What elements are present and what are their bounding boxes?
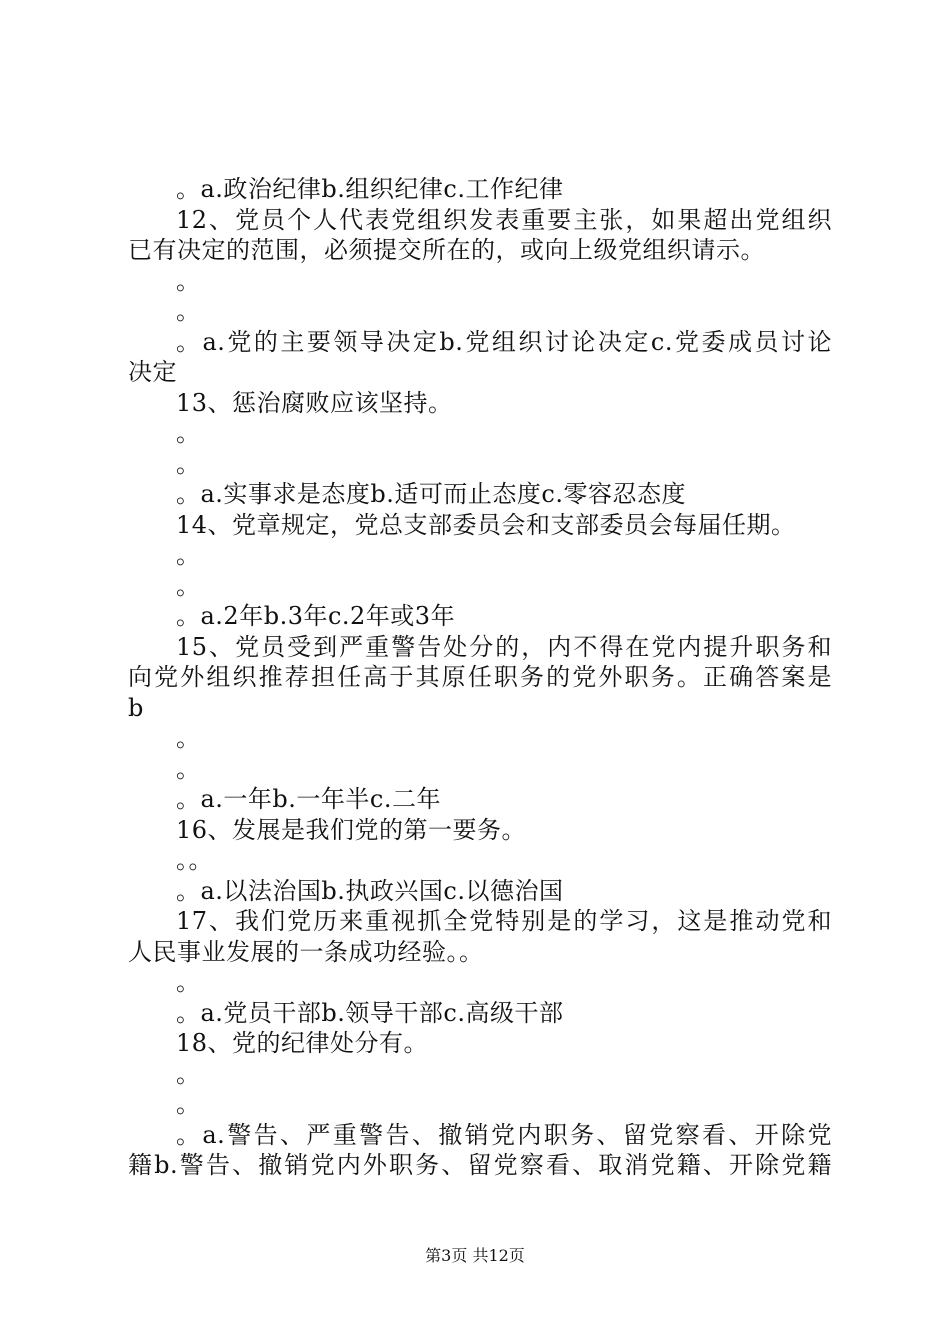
text-line: 15、党员受到严重警告处分的，内不得在党内提升职务和 <box>176 632 832 661</box>
text-line: 13、惩治腐败应该坚持。 <box>176 388 453 417</box>
text-line: 。 <box>176 266 201 295</box>
text-line: 。 <box>176 449 201 478</box>
text-line: 。a.政治纪律b.组织纪律c.工作纪律 <box>176 175 564 203</box>
text-line: 。 <box>176 1090 201 1118</box>
text-line: 。 <box>176 724 201 752</box>
text-line: 。a.党的主要领导决定b.党组织讨论决定c.党委成员讨论 <box>176 327 832 356</box>
text-line: 。 <box>176 297 201 325</box>
page-footer: 第3页 共12页 <box>425 1246 525 1265</box>
text-line: 。 <box>176 571 201 600</box>
text-line: 14、党章规定，党总支部委员会和支部委员会每届任期。 <box>176 510 796 539</box>
text-line: 。。 <box>176 846 213 874</box>
text-line: 。 <box>176 419 201 447</box>
text-line: 人民事业发展的一条成功经验。。 <box>128 937 484 966</box>
text-line: 。 <box>176 1059 201 1088</box>
text-line: 。a.警告、严重警告、撤销党内职务、留党察看、开除党 <box>176 1120 832 1149</box>
text-line: 。a.2年b.3年c.2年或3年 <box>176 602 456 630</box>
text-line: b <box>128 693 144 722</box>
text-line: 向党外组织推荐担任高于其原任职务的党外职务。正确答案是 <box>128 663 832 691</box>
text-line: 。 <box>176 968 201 996</box>
text-line: 12、党员个人代表党组织发表重要主张，如果超出党组织 <box>176 205 832 234</box>
text-line: 17、我们党历来重视抓全党特别是的学习，这是推动党和 <box>176 907 832 935</box>
document-body <box>128 174 832 1181</box>
text-line: 。a.以法治国b.执政兴国c.以德治国 <box>176 876 564 905</box>
text-line: 。a.实事求是态度b.适可而止态度c.零容忍态度 <box>176 480 686 508</box>
text-line: 已有决定的范围，必须提交所在的，或向上级党组织请示。 <box>128 236 765 264</box>
text-line: 18、党的纪律处分有。 <box>176 1029 429 1057</box>
text-line: 。 <box>176 541 201 569</box>
text-line: 籍b.警告、撤销党内外职务、留党察看、取消党籍、开除党籍 <box>128 1151 832 1179</box>
text-line: 。a.一年b.一年半c.二年 <box>176 785 441 813</box>
text-line: 决定 <box>128 358 177 386</box>
text-line: 。 <box>176 754 201 783</box>
text-line: 。a.党员干部b.领导干部c.高级干部 <box>176 998 564 1027</box>
text-line: 16、发展是我们党的第一要务。 <box>176 815 527 844</box>
